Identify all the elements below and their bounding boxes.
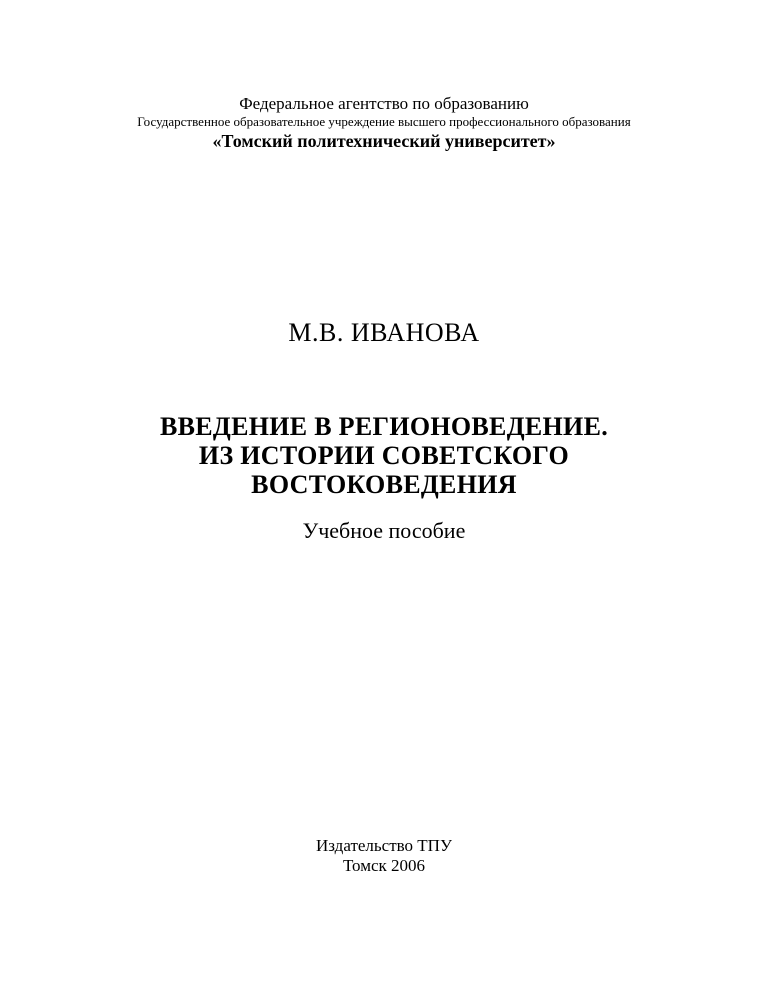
book-title-line-3: ВОСТОКОВЕДЕНИЯ [251,470,517,499]
book-title-line-1: ВВЕДЕНИЕ В РЕГИОНОВЕДЕНИЕ. [159,412,609,441]
city-year: Томск 2006 [342,856,426,875]
publisher: Издательство ТПУ [316,836,452,855]
agency-name: Федеральное агентство по образованию [239,94,529,113]
document-type: Учебное пособие [302,518,466,543]
university-name: «Томский политехнический университет» [212,131,556,151]
book-title-line-2: ИЗ ИСТОРИИ СОВЕТСКОГО [198,441,570,470]
institution-type: Государственное образовательное учреждение высшего профессионального образования [137,114,631,129]
author-name: М.В. ИВАНОВА [288,318,480,347]
